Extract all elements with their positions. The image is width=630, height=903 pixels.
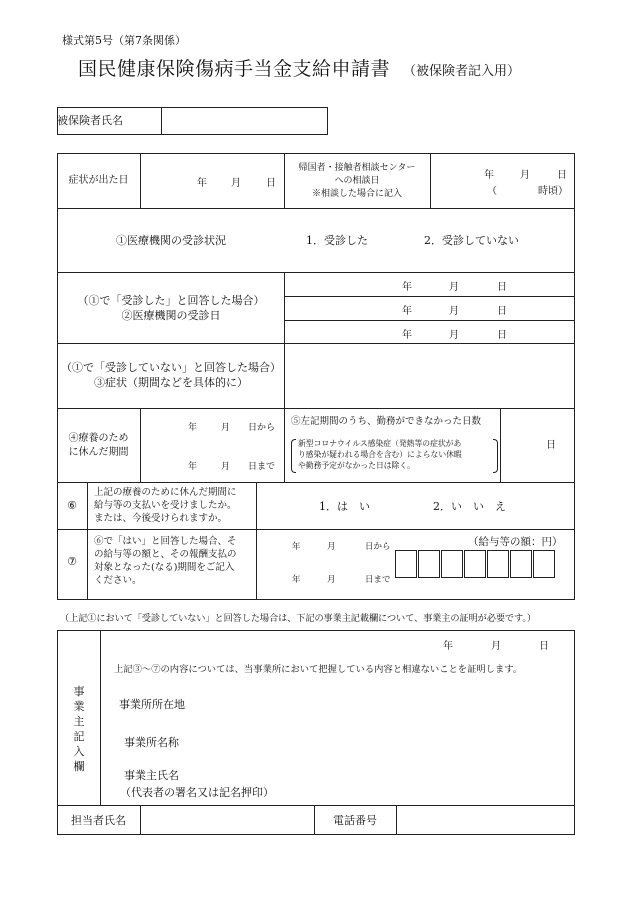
amount-digit-box[interactable] xyxy=(510,550,532,578)
q3-label-2: ③症状（期間などを具体的に） xyxy=(94,376,248,389)
amount-digit-box[interactable] xyxy=(441,550,463,578)
q4-label-2: に休んだ期間 xyxy=(68,447,129,458)
q3-symptom-field[interactable] xyxy=(286,345,574,407)
form-title: 国民健康保険傷病手当金支給申請書 xyxy=(78,58,391,80)
person-in-charge-label: 担当者氏名 xyxy=(71,814,126,827)
employer-side-label: 事業主記入欄 xyxy=(73,685,85,773)
q5-note-1: 新型コロナウイルス感染症（発熱等の症状があ xyxy=(298,439,462,448)
q5-label: ⑤左記期間のうち、勤務ができなかった日数 xyxy=(291,416,482,427)
q6-text-2: 給与等の支払いを受けましたか。 xyxy=(94,500,237,511)
amount-digit-box[interactable] xyxy=(464,550,486,578)
q6-text-3: または、今後受けられますか。 xyxy=(94,513,228,524)
q7-text-4: ください。 xyxy=(94,575,142,586)
insured-name-label: 被保険者氏名 xyxy=(57,114,123,127)
q6-text-1: 上記の療養のために休んだ期間に xyxy=(94,487,237,498)
q6-option-no[interactable]: 2．い い え xyxy=(433,500,506,513)
employer-note: （上記①において「受診していない」と回答した場合は、下記の事業主記載欄について、事業主の証明が必要です。） xyxy=(60,613,536,624)
q5-note-2: り感染が疑われる場合を含む）によらない休暇 xyxy=(298,450,462,459)
q7-text-1: ⑥で「はい」と回答した場合、そ xyxy=(94,536,237,547)
form-number: 様式第5号（第7条関係） xyxy=(62,34,186,47)
q1-label: ①医療機関の受診状況 xyxy=(116,234,226,247)
onset-label: 症状が出た日 xyxy=(68,175,129,186)
q3-label-1: （①で「受診していない」と回答した場合） xyxy=(61,361,281,374)
q5-days-field[interactable]: 日 xyxy=(546,440,556,451)
q7-number: ⑦ xyxy=(67,555,77,568)
q7-text-3: 対象となった(なる)期間をご記入 xyxy=(94,562,235,573)
amount-digit-box[interactable] xyxy=(395,550,417,578)
employer-owner-label: 事業主氏名 xyxy=(124,769,179,782)
q7-text-2: の給与等の額と、その報酬支払の xyxy=(94,549,237,560)
q5-note-3: や勤務予定がなかった日は除く。 xyxy=(298,461,415,470)
center-label-2: への相談日 xyxy=(334,176,380,186)
amount-digit-box[interactable] xyxy=(533,550,555,578)
employer-certify-text: 上記③～⑦の内容については、当事業所において把握している内容と相違ないことを証明します。 xyxy=(114,664,523,675)
q1-option-visited[interactable]: 1．受診した xyxy=(306,234,368,247)
amount-digit-box[interactable] xyxy=(418,550,440,578)
employer-signature-note: （代表者の署名又は記名押印） xyxy=(120,786,274,799)
q1-option-not-visited[interactable]: 2．受診していない xyxy=(424,234,519,247)
q6-number: ⑥ xyxy=(67,499,77,512)
center-label-1: 帰国者・接触者相談センター xyxy=(298,163,416,173)
employer-address-label: 事業所所在地 xyxy=(119,698,185,711)
q7-amount-label: （給与等の額：円） xyxy=(468,536,563,548)
center-label-3: ※相談した場合に記入 xyxy=(311,189,402,199)
q4-label-1: ④療養のため xyxy=(68,433,129,444)
amount-digit-box[interactable] xyxy=(487,550,509,578)
q6-option-yes[interactable]: 1．は い xyxy=(319,500,370,513)
q2-label-2: ②医療機関の受診日 xyxy=(121,309,221,322)
phone-label: 電話番号 xyxy=(333,814,377,827)
employer-name-label: 事業所名称 xyxy=(124,736,179,749)
form-title-suffix: （被保険者記入用） xyxy=(403,64,521,79)
person-in-charge-field[interactable] xyxy=(142,807,312,833)
q2-label-1: （①で「受診した」と回答した場合） xyxy=(77,294,265,307)
phone-field[interactable] xyxy=(398,807,573,833)
